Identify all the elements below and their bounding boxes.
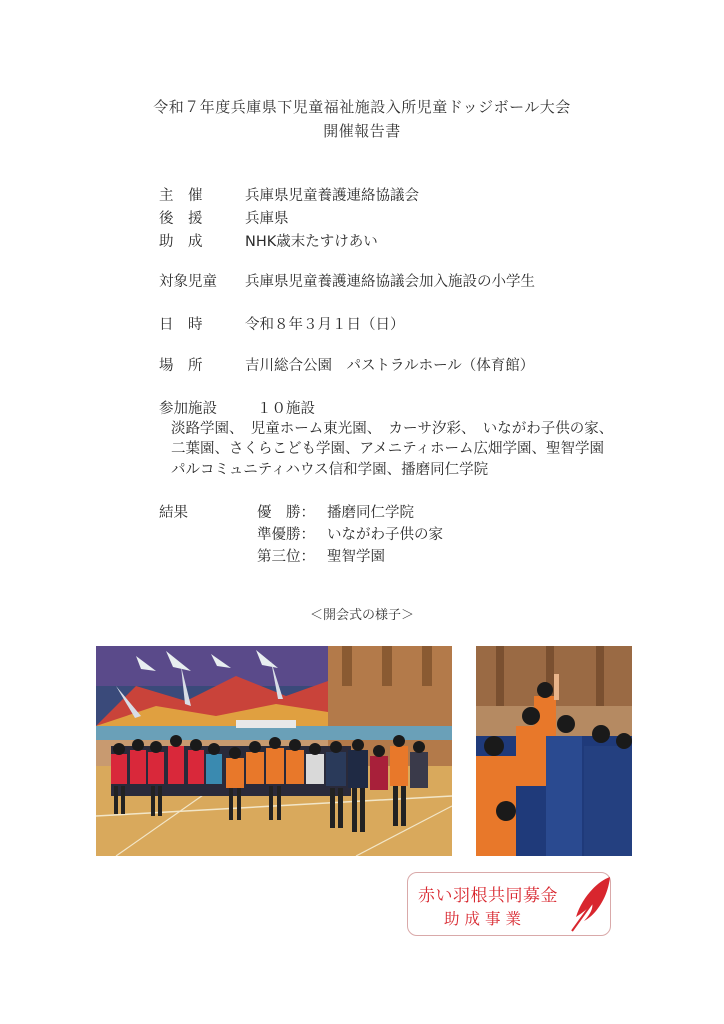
support-label: 後 援 xyxy=(159,211,203,227)
support-value: 兵庫県 xyxy=(245,211,289,227)
result-place: 優 勝： xyxy=(257,505,315,521)
date-label: 日 時 xyxy=(159,317,203,333)
red-feather-stamp xyxy=(407,872,611,936)
result-name: 播磨同仁学院 xyxy=(327,505,414,521)
stamp-subtitle: 助成事業 xyxy=(444,910,527,928)
results-label: 結果 xyxy=(159,505,188,521)
venue-label: 場 所 xyxy=(159,358,203,374)
document-subtitle: 開催報告書 xyxy=(323,122,401,140)
target-label: 対象児童 xyxy=(159,274,217,290)
facilities-count: １０施設 xyxy=(257,401,315,417)
target-value: 兵庫県児童養護連絡協議会加入施設の小学生 xyxy=(245,274,535,290)
grant-label: 助 成 xyxy=(159,234,203,250)
result-name: 聖智学園 xyxy=(327,549,385,565)
organizer-label: 主 催 xyxy=(159,188,203,204)
date-value: 令和８年３月１日（日） xyxy=(245,317,405,333)
facilities-line: 二葉園、さくらこども学園、アメニティホーム広畑学園、聖智学園 xyxy=(171,441,604,457)
facilities-line: 淡路学園、 児童ホーム東光園、 カーサ汐彩、 いながわ子供の家、 xyxy=(171,421,614,437)
result-place: 準優勝： xyxy=(257,527,315,543)
red-feather-icon xyxy=(568,875,614,937)
grant-value: NHK歳末たすけあい xyxy=(245,234,378,250)
facilities-label: 参加施設 xyxy=(159,401,217,417)
organizer-value: 兵庫県児童養護連絡協議会 xyxy=(245,188,419,204)
player-oath-photo xyxy=(476,646,632,856)
opening-ceremony-photo xyxy=(96,646,452,856)
photo-caption: ＜開会式の様子＞ xyxy=(309,608,414,623)
document-title: 令和７年度兵庫県下児童福祉施設入所児童ドッジボール大会 xyxy=(153,98,571,116)
stamp-title: 赤い羽根共同募金 xyxy=(418,886,558,906)
facilities-line: パルコミュニティハウス信和学園、播磨同仁学院 xyxy=(171,462,489,478)
venue-value: 吉川総合公園 パストラルホール（体育館） xyxy=(245,358,535,374)
result-place: 第三位： xyxy=(257,549,315,565)
result-name: いながわ子供の家 xyxy=(327,527,443,543)
